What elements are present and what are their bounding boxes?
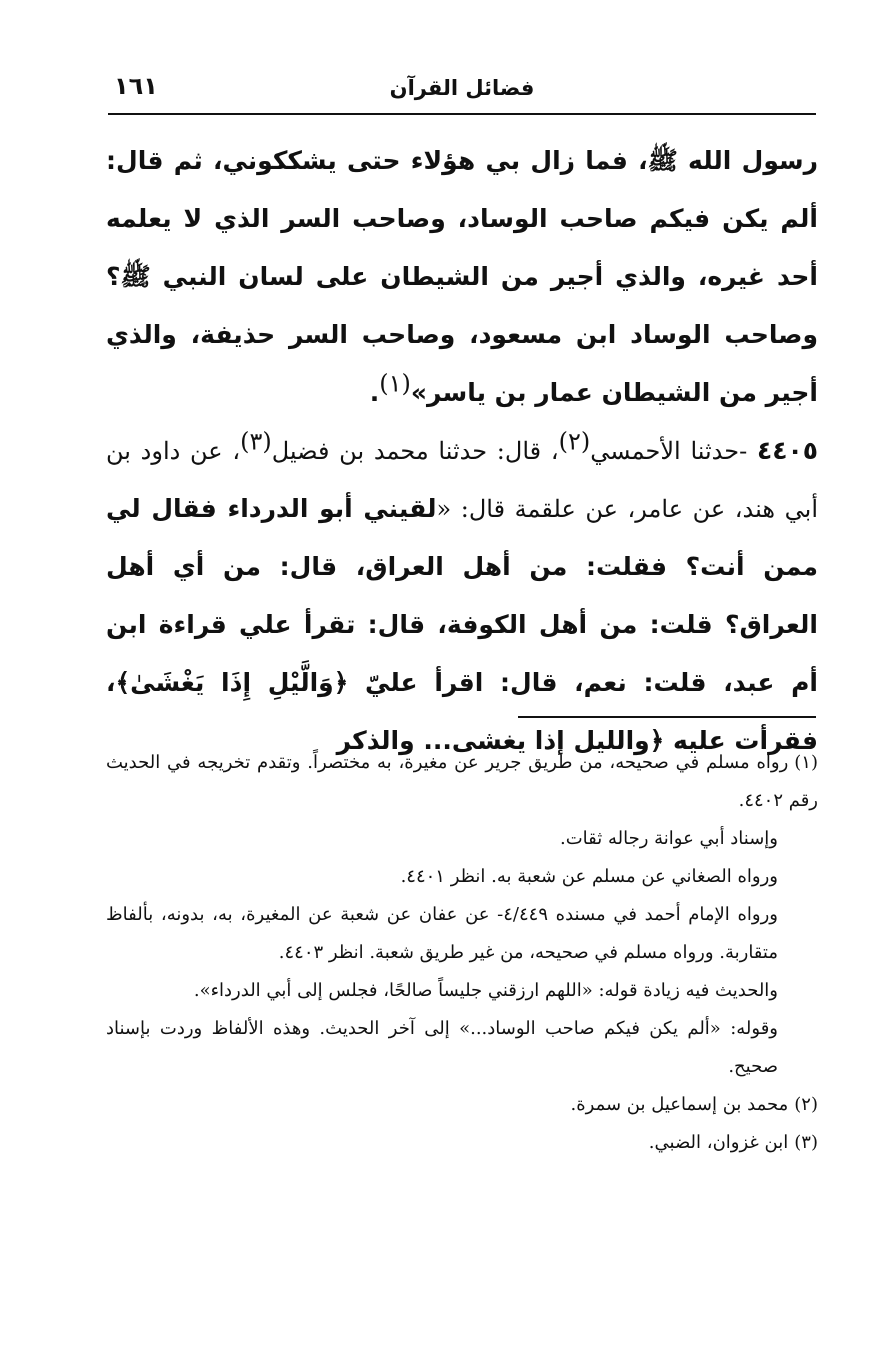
footnote — [106, 896, 818, 972]
footnote — [106, 1010, 818, 1086]
footnote-text: ورواه الصغاني عن مسلم عن شعبة به. انظر ٤٤٠١. — [400, 866, 778, 887]
footnote-text: ابن غزوان، الضبي. — [648, 1132, 789, 1153]
footnote-text: وإسناد أبي عوانة رجاله ثقات. — [559, 828, 778, 849]
header-rule — [108, 113, 816, 115]
page-header — [108, 68, 816, 112]
footnote-text: والحديث فيه زيادة قوله: «اللهم ارزقني جليساً صالحًا، فجلس إلى أبي الدرداء». — [193, 980, 778, 1001]
isnad-text-2: ، قال: حدثنا محمد بن فضيل — [271, 437, 559, 465]
footnote-text: ورواه الإمام أحمد في مسنده ٤/٤٤٩- عن عفان عن شعبة عن المغيرة، به، بدونه، بألفاظ متقاربة. ورواه مسلم في صحيحه، من غير طريق شعبة. انظر ٤٤٠٣. — [106, 904, 778, 963]
footnote-ref: (٣) — [240, 427, 272, 456]
paragraph-continuation — [106, 132, 818, 422]
footnote-text: رواه مسلم في صحيحه، من طريق جرير عن مغيرة، به مختصراً. وتقدم تخريجه في الحديث رقم ٤٤٠٢. — [106, 752, 818, 811]
footnote-text: محمد بن إسماعيل بن سمرة. — [570, 1094, 789, 1115]
footnote — [106, 1086, 818, 1124]
footnote — [106, 744, 818, 820]
footnote — [106, 1124, 818, 1162]
footnote — [106, 972, 818, 1010]
footnotes — [106, 744, 818, 1162]
paragraph-text: رسول الله ﷺ، فما زال بي هؤلاء حتى يشككوني، ثم قال: ألم يكن فيكم صاحب الوساد، وصاحب السر الذي لا يعلمه أحد غيره، والذي أجير من الشيطان على لسان النبي ﷺ؟ وصاحب الوساد ابن مسعود، وصاحب السر حذيفة، والذي أجير من الشيطان عمار بن ياسر» — [106, 146, 818, 407]
hadith-number: ٤٤٠٥ — [756, 436, 818, 465]
isnad-text-3: ، عن داود بن أبي هند، عن عامر، عن علقمة قال: « — [106, 437, 818, 523]
footnote-mark: (٢) — [794, 1094, 818, 1115]
main-text — [106, 132, 818, 770]
paragraph-end: . — [369, 378, 380, 407]
page-number: ١٦١ — [114, 72, 158, 100]
running-title: فضائل القرآن — [389, 76, 535, 100]
footnote — [106, 858, 818, 896]
footnote-separator — [518, 716, 816, 718]
matn-text: لقيني أبو الدرداء فقال لي ممن أنت؟ فقلت: من أهل العراق، قال: من أي أهل العراق؟ قلت: من أهل الكوفة، قال: تقرأ علي قراءة ابن أم عبد، قلت: نعم، قال: اقرأ عليّ ﴿وَالَّيْلِ إِذَا يَغْشَىٰ﴾، فقرأت عليه ﴿والليل إذا يغشى... والذكر — [106, 494, 818, 755]
footnote-mark: (١) — [794, 752, 818, 773]
isnad-text-1: -حدثنا الأحمسي — [590, 437, 757, 465]
footnote-ref: (١) — [379, 369, 411, 398]
footnote-ref: (٢) — [558, 427, 591, 456]
footnote-mark: (٣) — [794, 1132, 818, 1153]
footnote-text: وقوله: «ألم يكن فيكم صاحب الوساد...» إلى آخر الحديث. وهذه الألفاظ وردت بإسناد صحيح. — [106, 1018, 778, 1077]
footnote — [106, 820, 818, 858]
